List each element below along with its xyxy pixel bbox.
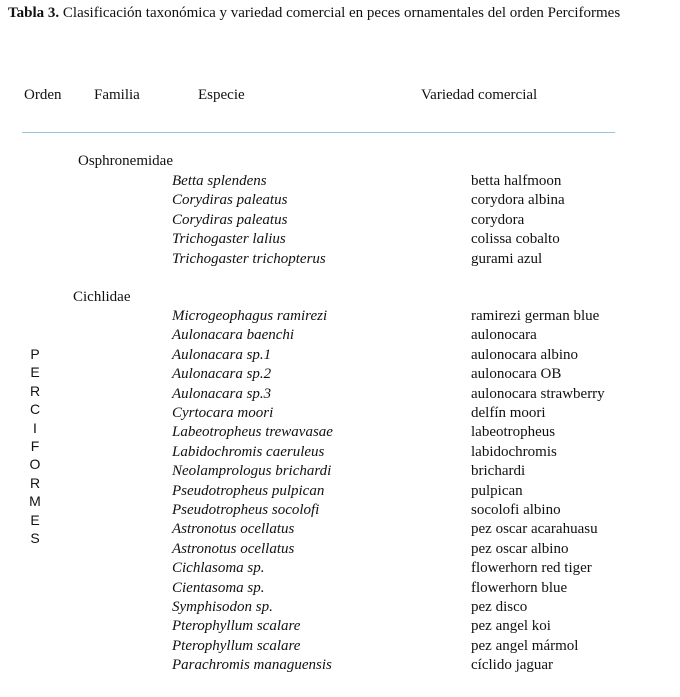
variety-cell: socolofi albino: [471, 502, 561, 518]
species-cell: Trichogaster lalius: [172, 231, 286, 248]
species-cell: Trichogaster trichopterus: [172, 250, 326, 267]
order-letter: P: [30, 346, 40, 362]
variety-cell: flowerhorn blue: [471, 579, 568, 596]
species-cell: Cichlasoma sp.: [172, 560, 265, 577]
variety-cell: labeotropheus: [471, 424, 556, 441]
species-cell: Aulonacara sp.2: [172, 366, 272, 383]
species-cell: Pterophyllum scalare: [172, 637, 301, 654]
order-letter: I: [33, 419, 37, 436]
variety-cell: pulpican: [471, 482, 523, 499]
species-cell: Labidochromis caeruleus: [172, 443, 325, 460]
species-cell: Neolamprologus brichardi: [172, 463, 332, 480]
header-variedad: Variedad comercial: [421, 87, 538, 103]
order-letter: R: [29, 382, 41, 399]
order-letter: M: [29, 493, 41, 510]
species-cell: Pseudotropheus socolofi: [172, 502, 320, 518]
species-cell: Corydiras paleatus: [172, 192, 288, 209]
variety-cell: aulonocara albino: [471, 346, 579, 363]
variety-cell: flowerhorn red tiger: [471, 560, 592, 577]
species-cell: Symphisodon sp.: [172, 599, 273, 615]
variety-cell: ramirezi german blue: [471, 308, 600, 324]
table-caption: [8, 2, 673, 24]
species-cell: Betta splendens: [172, 173, 267, 189]
variety-cell: brichardi: [471, 463, 526, 480]
species-cell: Aulonacara sp.3: [172, 385, 272, 402]
variety-cell: aulonocara strawberry: [471, 385, 605, 402]
order-letter: F: [30, 438, 40, 455]
order-letter: E: [30, 511, 40, 528]
caption-text: Clasificación taxonómica y variedad comercial en peces ornamentales del orden Perciformes: [62, 5, 621, 21]
species-cell: Aulonacara baenchi: [172, 327, 295, 344]
variety-cell: corydora albina: [471, 192, 565, 209]
variety-cell: pez disco: [471, 599, 528, 615]
header-familia: Familia: [94, 87, 140, 103]
species-cell: Pterophyllum scalare: [172, 618, 301, 635]
species-cell: Astronotus ocellatus: [172, 540, 295, 557]
order-letter: S: [30, 530, 40, 547]
family-name: Cichlidae: [73, 289, 131, 305]
species-cell: Astronotus ocellatus: [172, 521, 295, 538]
variety-cell: betta halfmoon: [471, 173, 562, 189]
header-especie: Especie: [198, 87, 245, 103]
variety-cell: gurami azul: [471, 250, 543, 267]
species-cell: Microgeophagus ramirezi: [172, 308, 328, 324]
variety-cell: aulonocara OB: [471, 366, 562, 383]
order-letter: E: [30, 364, 40, 381]
variety-cell: labidochromis: [471, 443, 557, 460]
order-letter: O: [29, 456, 41, 473]
species-cell: Pseudotropheus pulpican: [172, 482, 325, 499]
species-cell: Cientasoma sp.: [172, 579, 265, 596]
species-cell: Cyrtocara moori: [172, 405, 274, 421]
species-cell: Labeotropheus trewavasae: [172, 424, 333, 441]
variety-cell: pez oscar albino: [471, 540, 569, 557]
family-name: Osphronemidae: [78, 153, 173, 169]
variety-cell: pez angel koi: [471, 618, 551, 635]
header-orden: Orden: [24, 87, 62, 103]
order-label-vertical: [28, 345, 42, 547]
species-cell: Parachromis managuensis: [172, 657, 332, 674]
variety-cell: aulonocara: [471, 327, 537, 344]
caption-label: Tabla 3.: [8, 5, 60, 21]
order-letter: R: [29, 474, 41, 491]
variety-cell: corydora: [471, 211, 525, 228]
variety-cell: colissa cobalto: [471, 231, 560, 248]
order-letter: C: [29, 401, 41, 418]
variety-cell: delfín moori: [471, 405, 546, 421]
variety-cell: pez angel mármol: [471, 637, 579, 654]
species-cell: Aulonacara sp.1: [172, 346, 272, 363]
header-divider: [22, 132, 615, 133]
variety-cell: pez oscar acarahuasu: [471, 521, 598, 538]
species-cell: Corydiras paleatus: [172, 211, 288, 228]
variety-cell: cíclido jaguar: [471, 657, 554, 674]
